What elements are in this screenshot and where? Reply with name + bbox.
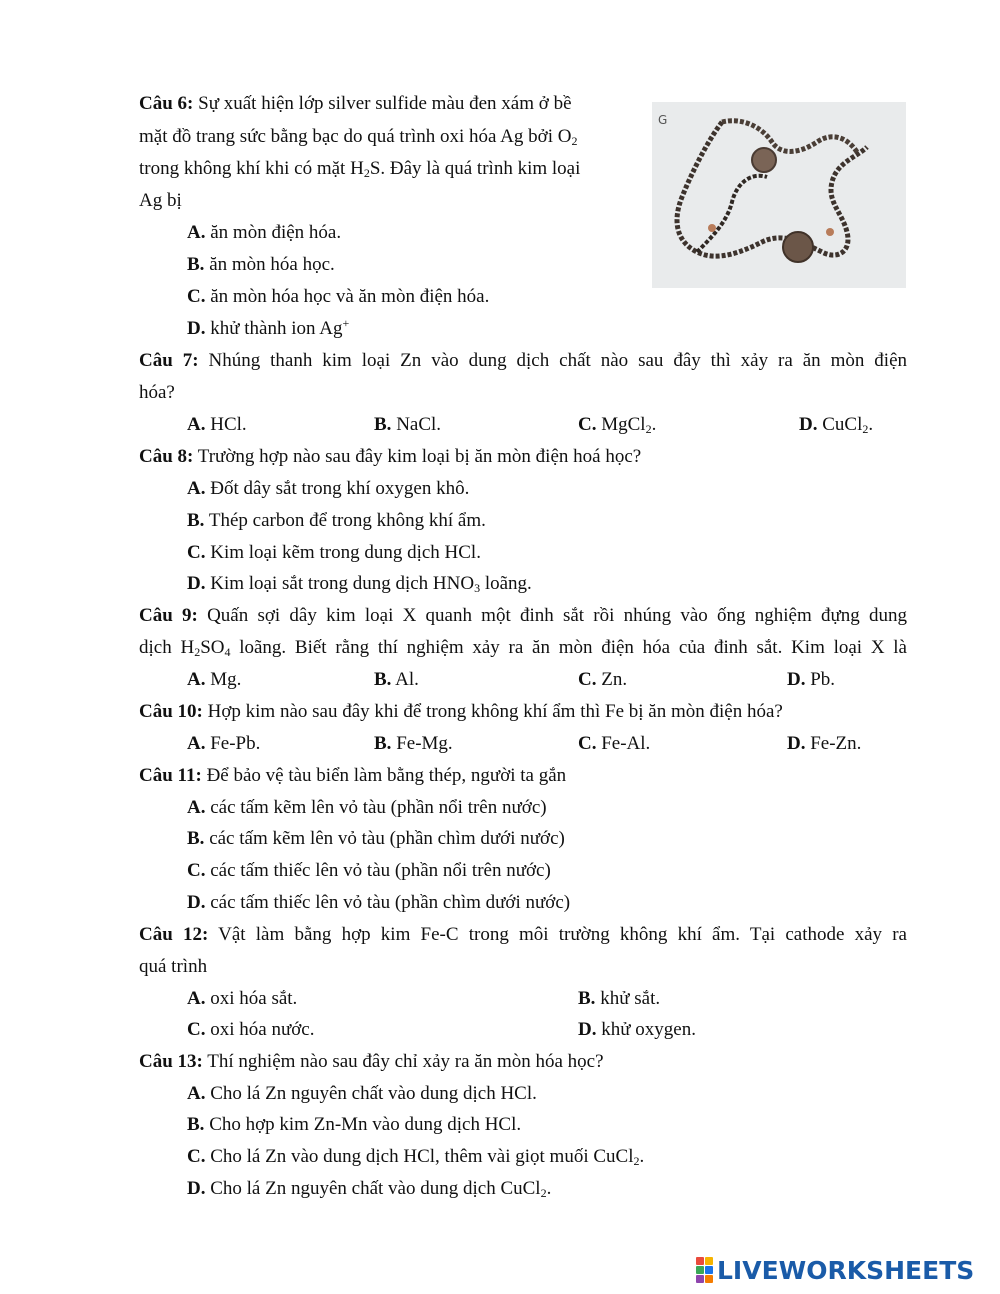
q12-option-a[interactable]: A. oxi hóa sắt. [187, 988, 298, 1009]
q8-line-1: Câu 8: Trường hợp nào sau đây kim loại bị ăn mòn điện hoá học? [139, 446, 642, 467]
q9-option-d[interactable]: D. Pb. [787, 669, 836, 690]
q6-line-1: Câu 6: Sự xuất hiện lớp silver sulfide màu đen xám ở bề [139, 93, 572, 114]
q8-option-d[interactable]: D. Kim loại sắt trong dung dịch $HNO_3$ loãng. [187, 573, 532, 595]
q7-option-a[interactable]: A. HCl. [187, 414, 247, 435]
q7-line-2: hóa? [139, 382, 175, 403]
q7-line-1: Câu 7: Nhúng thanh kim loại Zn vào dung dịch chất nào sau đây thì xảy ra ăn mòn điện [139, 350, 907, 371]
q9-option-a[interactable]: A. Mg. [187, 669, 242, 690]
q9-option-c[interactable]: C. Zn. [578, 669, 628, 690]
logo-blocks-icon [696, 1257, 713, 1283]
q10-option-c[interactable]: C. Fe-Al. [578, 733, 651, 754]
q13-option-d[interactable]: D. Cho lá Zn nguyên chất vào dung dịch CuCl$_2$. [187, 1178, 552, 1200]
q9-option-b[interactable]: B. Al. [374, 669, 419, 690]
q11-option-c[interactable]: C. các tấm thiếc lên vỏ tàu (phần nổi trên nước) [187, 860, 551, 881]
liveworksheets-logo [696, 1255, 974, 1285]
q8-option-c[interactable]: C. Kim loại kẽm trong dung dịch HCl. [187, 542, 481, 563]
q10-option-d[interactable]: D. Fe-Zn. [787, 733, 862, 754]
q12-option-c[interactable]: C. oxi hóa nước. [187, 1019, 315, 1040]
silver-chain-photo [652, 102, 906, 288]
q13-line-1: Câu 13: Thí nghiệm nào sau đây chỉ xảy ra ăn mòn hóa học? [139, 1051, 604, 1072]
q9-line-2: dịch $H_2SO_4$ loãng. Biết rằng thí nghiệm xảy ra ăn mòn điện hóa của đinh sắt. Kim loại X là [139, 637, 907, 659]
q6-option-a[interactable]: A. ăn mòn điện hóa. [187, 222, 342, 243]
q11-option-d[interactable]: D. các tấm thiếc lên vỏ tàu (phần chìm dưới nước) [187, 892, 571, 913]
q10-option-a[interactable]: A. Fe-Pb. [187, 733, 261, 754]
q6-line-2: mặt đồ trang sức bằng bạc do quá trình oxi hóa Ag bởi $O_2$ [139, 126, 578, 148]
q9-line-1: Câu 9: Quấn sợi dây kim loại X quanh một đinh sắt rồi nhúng vào ống nghiệm đựng dung [139, 605, 907, 626]
silver-chain-icon [652, 102, 906, 288]
q11-option-a[interactable]: A. các tấm kẽm lên vỏ tàu (phần nổi trên nước) [187, 797, 547, 818]
q13-option-c[interactable]: C. Cho lá Zn vào dung dịch HCl, thêm vài giọt muối CuCl$_2$. [187, 1146, 645, 1168]
q8-option-b[interactable]: B. Thép carbon để trong không khí ẩm. [187, 510, 486, 531]
q12-line-1: Câu 12: Vật làm bằng hợp kim Fe-C trong môi trường không khí ẩm. Tại cathode xảy ra [139, 924, 907, 945]
q12-option-b[interactable]: B. khử sắt. [578, 988, 661, 1009]
q11-line-1: Câu 11: Để bảo vệ tàu biển làm bằng thép, người ta gắn [139, 765, 567, 786]
q8-option-a[interactable]: A. Đốt dây sắt trong khí oxygen khô. [187, 478, 470, 499]
q6-option-c[interactable]: C. ăn mòn hóa học và ăn mòn điện hóa. [187, 286, 490, 307]
q6-line-3: trong không khí khi có mặt $H_2S$. Đây là quá trình kim loại [139, 158, 581, 180]
logo-text: LIVEWORKSHEETS [717, 1255, 975, 1285]
q6-option-b[interactable]: B. ăn mòn hóa học. [187, 254, 335, 275]
q11-option-b[interactable]: B. các tấm kẽm lên vỏ tàu (phần chìm dưới nước) [187, 828, 565, 849]
q6-line-4: Ag bị [139, 190, 182, 211]
q13-option-a[interactable]: A. Cho lá Zn nguyên chất vào dung dịch HCl. [187, 1083, 537, 1104]
q7-option-b[interactable]: B. NaCl. [374, 414, 442, 435]
q7-option-c[interactable]: C. MgCl$_2$. [578, 414, 657, 436]
svg-text:G: G [658, 113, 668, 127]
q6-option-d[interactable]: D. khử thành ion Ag+ [187, 316, 350, 339]
q7-option-d[interactable]: D. CuCl$_2$. [799, 414, 874, 436]
q10-line-1: Câu 10: Hợp kim nào sau đây khi để trong không khí ẩm thì Fe bị ăn mòn điện hóa? [139, 701, 783, 722]
q13-option-b[interactable]: B. Cho hợp kim Zn-Mn vào dung dịch HCl. [187, 1114, 522, 1135]
q10-option-b[interactable]: B. Fe-Mg. [374, 733, 453, 754]
q12-line-2: quá trình [139, 956, 208, 977]
q12-option-d[interactable]: D. khử oxygen. [578, 1019, 696, 1040]
